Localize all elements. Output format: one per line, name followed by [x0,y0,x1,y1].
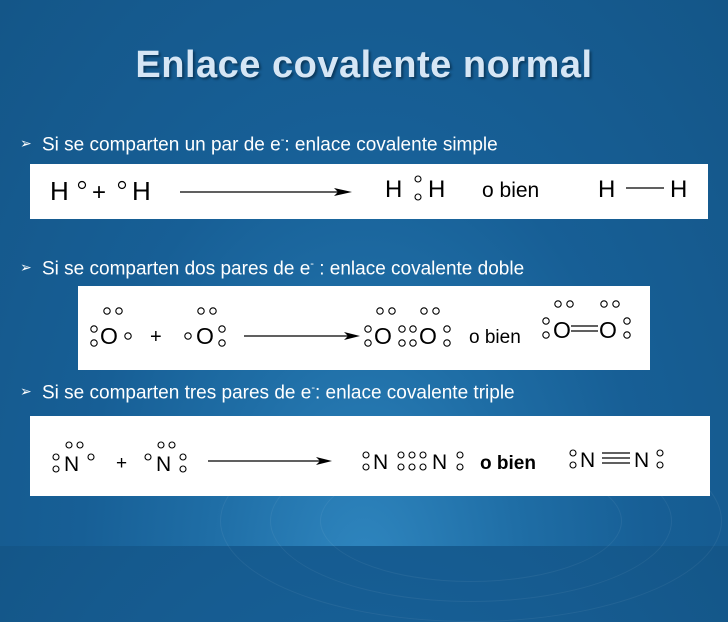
electron-dot [457,464,463,470]
electron-dot [169,442,175,448]
plus-sign: + [150,326,162,348]
bullet-text-end: : enlace covalente simple [284,134,498,156]
electron-dot [365,326,371,332]
electron-dot [410,340,416,346]
electron-dot [624,318,630,324]
plus-sign: + [92,179,107,206]
electron-dot [389,308,395,314]
electron-dot [657,462,663,468]
slide-title: Enlace covalente normal [135,44,593,86]
electron-dot [444,326,450,332]
bullet-arrow-icon: ➢ [20,135,32,152]
atom-n: N [373,451,389,474]
atom-n: N [634,449,650,472]
electron-dot [198,308,204,314]
electron-dot [613,301,619,307]
electron-dot [185,333,191,339]
electron-dot [398,464,404,470]
electron-dot [415,194,421,200]
equation-panel-double [78,286,650,370]
bullet-text-end: : enlace covalente doble [313,258,525,280]
o-bien-text: o bien [480,453,536,474]
electron-dot [119,182,126,189]
electron-dot [567,301,573,307]
electron-dot [543,332,549,338]
electron-dot [210,308,216,314]
electron-dot [77,442,83,448]
o-bien-text: o bien [469,327,521,348]
electron-dot [399,326,405,332]
bullet-text: Si se comparten dos pares de e [42,258,311,280]
equation-panel-triple [30,416,710,496]
electron-dot [219,326,225,332]
electron-dot [570,450,576,456]
atom-h: H [670,176,688,203]
equation-triple [30,416,710,496]
equation-simple [30,164,708,219]
electron-dot [398,452,404,458]
o-bien-text: o bien [482,179,540,202]
atom-n: N [64,453,80,476]
electron-dot [53,454,59,460]
atom-h: H [598,176,616,203]
electron-dot [180,466,186,472]
electron-dot [116,308,122,314]
bullet-double [20,258,524,280]
bullet-superscript: - [311,382,315,394]
electron-dot [377,308,383,314]
electron-dot [433,308,439,314]
atom-o: O [419,323,437,349]
electron-dot [421,308,427,314]
atom-o: O [100,323,118,349]
bullet-superscript: - [310,258,314,270]
electron-dot [66,442,72,448]
electron-dot [145,454,151,460]
bullet-superscript: - [280,134,285,146]
bullet-text: Si se comparten un par de e [42,134,281,156]
electron-dot [88,454,94,460]
equation-panel-simple [30,164,708,219]
electron-dot [91,326,97,332]
atom-o: O [374,323,392,349]
plus-sign: + [116,453,128,474]
electron-dot [53,466,59,472]
electron-dot [409,464,415,470]
atom-o: O [553,317,571,343]
bullet-simple [20,134,498,156]
electron-dot [415,176,421,182]
atom-n: N [432,451,448,474]
atom-o: O [599,317,617,343]
atom-h: H [132,176,151,206]
electron-dot [543,318,549,324]
electron-dot [104,308,110,314]
bullet-arrow-icon: ➢ [20,259,32,276]
electron-dot [657,450,663,456]
electron-dot [125,333,131,339]
electron-dot [363,464,369,470]
atom-o: O [196,323,214,349]
electron-dot [180,454,186,460]
atom-h: H [50,176,69,206]
electron-dot [457,452,463,458]
bullet-text-end: : enlace covalente triple [314,382,515,404]
electron-dot [158,442,164,448]
electron-dot [420,464,426,470]
atom-n: N [156,453,172,476]
bullet-text: Si se comparten tres pares de e [42,382,312,404]
equation-double [78,286,650,370]
electron-dot [420,452,426,458]
electron-dot [570,462,576,468]
electron-dot [624,332,630,338]
atom-n: N [580,449,596,472]
electron-dot [365,340,371,346]
electron-dot [601,301,607,307]
electron-dot [409,452,415,458]
electron-dot [399,340,405,346]
bullet-arrow-icon: ➢ [20,383,32,400]
electron-dot [363,452,369,458]
electron-dot [444,340,450,346]
atom-h: H [385,176,403,203]
electron-dot [219,340,225,346]
atom-h: H [428,176,446,203]
electron-dot [410,326,416,332]
electron-dot [91,340,97,346]
bullet-triple [20,382,515,404]
electron-dot [555,301,561,307]
electron-dot [79,182,86,189]
